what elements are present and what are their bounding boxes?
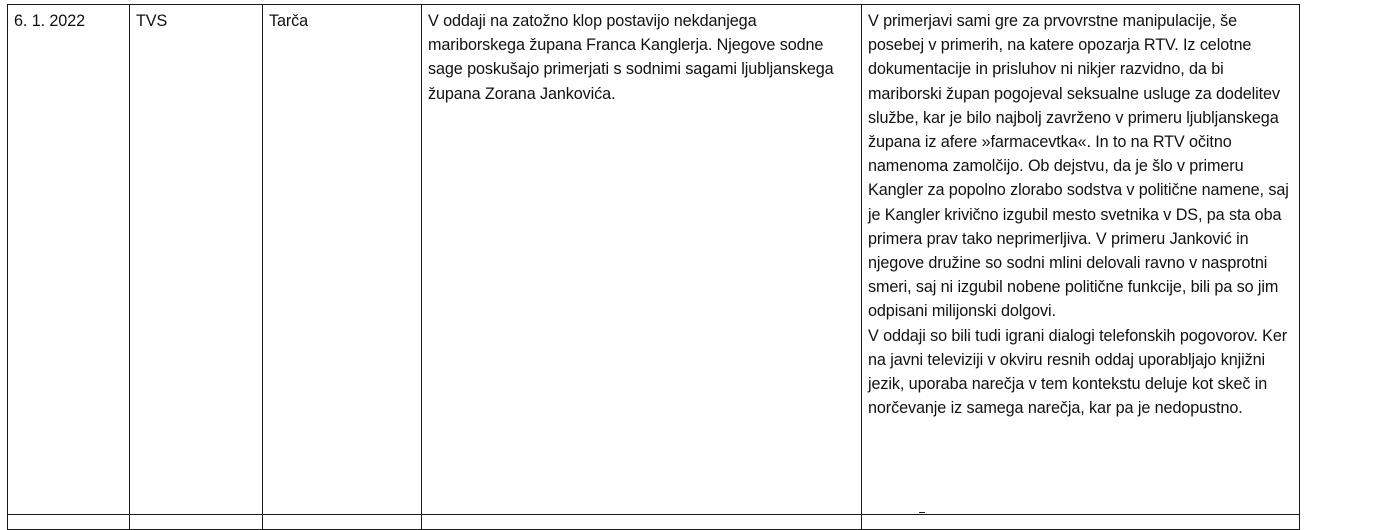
table-row-next (8, 515, 1300, 530)
next-row-cell (130, 515, 263, 530)
table-row (8, 5, 1300, 515)
date-cell: 6. 1. 2022 (8, 5, 130, 515)
content-cell: V oddaji na zatožno klop postavijo nekdanjega mariborskega župana Franca Kanglerja. Njegove sodne sage poskušajo primerjati s sodnimi sagami ljubljanskega župana Zorana Jankovića. (422, 5, 862, 515)
next-row-cell (422, 515, 862, 530)
medium-cell: TVS (130, 5, 263, 515)
remark-paragraph: V oddaji so bili tudi igrani dialogi telefonskih pogovorov. Ker na javni televiziji v okviru resnih oddaj uporabljajo knjižni jezik, uporaba narečja v tem kontekstu deluje kot skeč in norčevanje iz samega narečja, kar pa je nedopustno. (868, 326, 1288, 418)
show-cell: Tarča (263, 5, 422, 515)
remark-cell (862, 5, 1300, 515)
next-row-cell (862, 515, 1300, 530)
next-row-cell (8, 515, 130, 530)
complaints-table (7, 4, 1300, 530)
remark-paragraph: V primerjavi sami gre za prvovrstne manipulacije, še posebej v primerih, na katere opozarja RTV. Iz celotne dokumentacije in prisluhov ni nikjer razvidno, da bi mariborski župan pogojeval seksualne usluge za dodelitev službe, kar je bilo najbolj zavrženo v primeru ljubljanskega župana iz afere »farmacevtka«. In to na RTV očitno namenoma zamolčijo. Ob dejstvu, da je šlo v primeru Kangler za popolno zlorabo sodstva v politične namene, saj je Kangler krivično izgubil mesto svetnika v DS, pa sta oba primera prav tako neprimerljiva. V primeru Janković in njegove družine so sodni mlini delovali ravno v nasprotni smeri, saj ni izgubil nobene politične funkcije, bili pa so jim odpisani milijonski dolgovi. (868, 12, 1289, 321)
cut-off-glyph-mark (919, 512, 925, 516)
next-row-cell (263, 515, 422, 530)
